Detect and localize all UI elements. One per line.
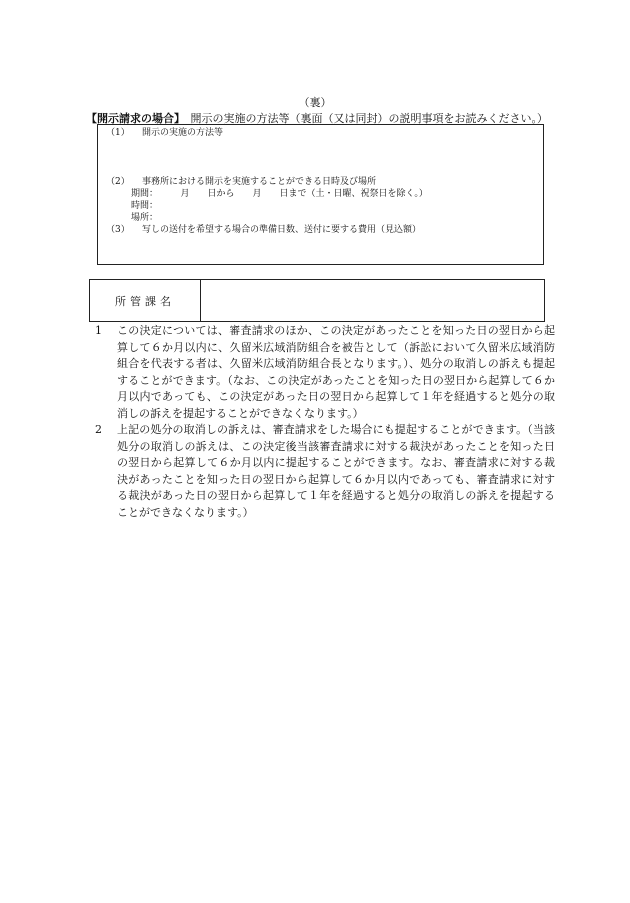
department-label: 所管課名 bbox=[90, 280, 201, 321]
item-3-number: （3） bbox=[106, 225, 130, 235]
department-value bbox=[201, 280, 544, 321]
place-line: 場所： bbox=[131, 213, 159, 223]
item-2-text: 事務所における開示を実施することができる日時及び場所 bbox=[142, 177, 377, 187]
item-1-number: （1） bbox=[106, 128, 130, 138]
note-1 bbox=[95, 323, 555, 422]
heading-tag: 【開示請求の場合】 bbox=[86, 112, 185, 125]
page-side-mark: （裏） bbox=[298, 96, 332, 109]
department-box bbox=[89, 279, 545, 322]
item-2 bbox=[106, 177, 376, 188]
item-3 bbox=[106, 225, 421, 236]
notes-list bbox=[95, 323, 555, 521]
item-3-text: 写しの送付を希望する場合の準備日数、送付に要する費用（見込額） bbox=[142, 225, 422, 235]
disclosure-method-box bbox=[97, 124, 544, 265]
heading-text: 開示の実施の方法等（裏面（又は同封）の説明事項をお読みください。） bbox=[190, 112, 548, 125]
note-1-number: 1 bbox=[95, 324, 102, 337]
note-2-number: 2 bbox=[95, 423, 102, 436]
note-2 bbox=[95, 422, 555, 521]
item-2-number: （2） bbox=[106, 177, 130, 187]
note-1-text: この決定については、審査請求のほか、この決定があったことを知った日の翌日から起算して６か月以内に、久留米広域消防組合を被告として（訴訟において久留米広域消防組合を代表する者は、久留米広域消防組合長となります。）、処分の取消しの訴えも提起することができます。（なお、この決定があったことを知った日の翌日から起算して６か月以内であっても、この決定があった日の翌日から起算して１年を経過すると処分の取消しの訴えを提起することができなくなります。） bbox=[117, 324, 555, 420]
period-line: 期間： 月 日から 月 日まで（土・日曜、祝祭日を除く。） bbox=[131, 189, 428, 199]
item-1-text: 開示の実施の方法等 bbox=[142, 128, 224, 138]
item-1 bbox=[106, 128, 223, 139]
note-2-text: 上記の処分の取消しの訴えは、審査請求をした場合にも提起することができます。（当該処分の取消しの訴えは、この決定後当該審査請求に対する裁決があったことを知った日の翌日から起算して６か月以内に提起することができます。なお、審査請求に対する裁決があったことを知った日の翌日から起算して６か月以内であっても、審査請求に対する裁決があった日の翌日から起算して１年を経過すると処分の取消しの訴えを提起することができなくなります。） bbox=[117, 423, 555, 519]
time-line: 時間： bbox=[131, 201, 159, 211]
